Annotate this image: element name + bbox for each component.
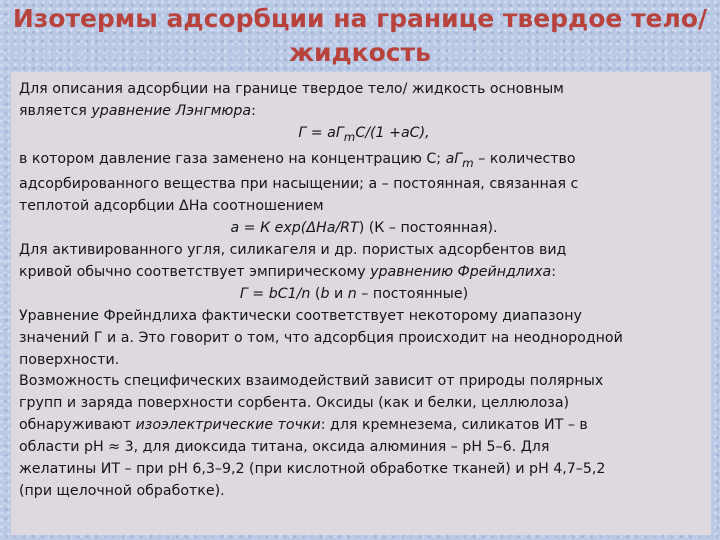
- text-span: :: [251, 102, 256, 119]
- text-span: ) (К – постоянная).: [358, 220, 498, 237]
- langmuir-equation-label: уравнение Лэнгмюра: [91, 102, 252, 119]
- text-line: Для активированного угля, силикагеля и др. пористых адсорбентов вид: [19, 242, 567, 258]
- formula-part: аГ: [445, 150, 463, 167]
- formula-part: а = К exp(: [230, 220, 307, 237]
- constant-formula: [19, 218, 709, 240]
- text-line: поверхности.: [19, 351, 120, 368]
- text-line: желатины ИТ – при рН 6,3–9,2 (при кислотной обработке тканей) и рН 4,7–5,2: [19, 461, 606, 478]
- text-span: – постоянные): [356, 285, 469, 302]
- text-line: групп и заряда поверхности сорбента. Оксиды (как и белки, целлюлоза): [19, 395, 570, 412]
- slide-title: [0, 2, 720, 70]
- text-line: области рН ≈ 3, для диоксида титана, оксида алюминия – рН 5–6. Для: [19, 439, 550, 456]
- formula-part: b: [320, 285, 330, 302]
- slide-title-line-2: жидкость: [289, 38, 431, 67]
- text-span: – количество: [473, 150, 576, 167]
- body-text: [19, 79, 709, 503]
- text-span: кривой обычно соответствует эмпирическому: [19, 263, 371, 280]
- text-line: [19, 149, 709, 175]
- formula-part: Г = аГ: [298, 124, 344, 141]
- slide-title-line-1: Изотермы адсорбции на границе твердое тело/: [12, 4, 708, 33]
- text-span: является: [19, 102, 92, 119]
- text-line: Возможность специфических взаимодействий зависит от природы полярных: [19, 373, 604, 390]
- text-line: Для описания адсорбции на границе твердое тело/ жидкость основным: [19, 81, 564, 97]
- formula-subscript: m: [343, 129, 356, 144]
- text-span: обнаруживают: [19, 417, 136, 434]
- text-line: (при щелочной обработке).: [19, 482, 225, 499]
- formula-part: Г = bС1/n: [239, 285, 311, 302]
- formula-part: ΔНа/RT: [306, 220, 359, 237]
- text-span: : для кремнезема, силикатов ИТ – в: [320, 417, 588, 434]
- freundlich-equation-label: уравнению Фрейндлиха: [370, 263, 552, 280]
- isoelectric-points-label: изоэлектрические точки: [135, 417, 321, 434]
- text-span: :: [551, 263, 556, 280]
- text-span: в котором давление газа заменено на концентрацию С;: [19, 150, 446, 167]
- text-line: значений Г и а. Это говорит о том, что адсорбция происходит на неоднородной: [19, 329, 623, 346]
- text-line: Уравнение Фрейндлиха фактически соответствует некоторому диапазону: [19, 307, 582, 324]
- formula-part: С/(1 +аС),: [355, 124, 430, 141]
- langmuir-formula: [19, 123, 709, 149]
- text-line: [19, 415, 709, 437]
- text-line: [19, 101, 709, 123]
- text-span: (: [310, 285, 321, 302]
- formula-subscript: m: [462, 155, 474, 170]
- formula-part: n: [347, 285, 357, 302]
- text-line: [19, 262, 709, 284]
- freundlich-formula: [19, 284, 709, 306]
- text-line: адсорбированного вещества при насыщении; а – постоянная, связанная с: [19, 176, 579, 193]
- text-span: и: [329, 285, 348, 302]
- text-line: теплотой адсорбции ΔНа соотношением: [19, 198, 324, 215]
